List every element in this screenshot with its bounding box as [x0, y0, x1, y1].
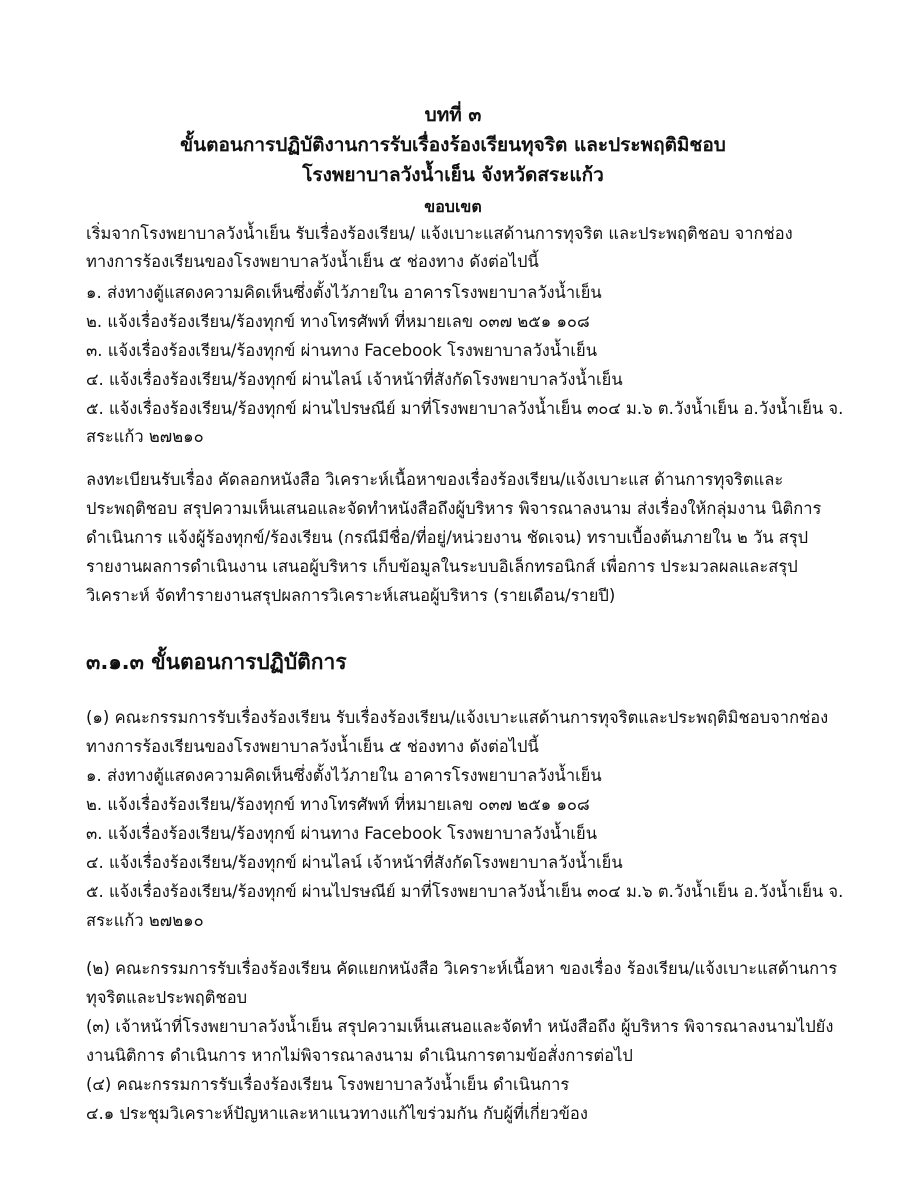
- step-line: ๔.๑ ประชุมวิเคราะห์ปัญหาและหาแนวทางแก้ไขร่วมกัน กับผู้ที่เกี่ยวข้อง: [86, 1104, 588, 1123]
- scope-channel-item: ๒. แจ้งเรื่องร้องเรียน/ร้องทุกข์ ทางโทรศัพท์ ที่หมายเลข ๐๓๗ ๒๕๑ ๑๐๘: [86, 312, 590, 331]
- document-title: ขั้นตอนการปฏิบัติงานการรับเรื่องร้องเรียนทุจริต และประพฤติมิชอบ: [180, 134, 726, 156]
- scope-heading: ขอบเขต: [424, 197, 482, 216]
- step-line: ทุจริตและประพฤติชอบ: [86, 988, 248, 1007]
- process-line: ลงทะเบียนรับเรื่อง คัดลอกหนังสือ วิเคราะห์เนื้อหาของเรื่องร้องเรียน/แจ้งเบาะแส ด้านการทุจริตและ: [86, 470, 784, 489]
- process-line: ประพฤติชอบ สรุปความเห็นเสนอและจัดทำหนังสือถึงผู้บริหาร พิจารณาลงนาม ส่งเรื่องให้กลุ่มงาน นิติการ: [86, 499, 822, 518]
- scope-channel-item: ๔. แจ้งเรื่องร้องเรียน/ร้องทุกข์ ผ่านไลน์ เจ้าหน้าที่สังกัดโรงพยาบาลวังน้ำเย็น: [86, 370, 623, 389]
- step-line: (๒) คณะกรรมการรับเรื่องร้องเรียน คัดแยกหนังสือ วิเคราะห์เนื้อหา ของเรื่อง ร้องเรียน/แจ้งเบาะแสด้านการ: [86, 959, 838, 978]
- step-channel-item: สระแก้ว ๒๗๒๑๐: [86, 911, 204, 930]
- scope-channel-item: ๕. แจ้งเรื่องร้องเรียน/ร้องทุกข์ ผ่านไปรษณีย์ มาที่โรงพยาบาลวังน้ำเย็น ๓๐๔ ม.๖ ต.วังน้ำเย็น อ.วังน้ำเย็น จ.: [86, 399, 844, 418]
- step-channel-item: ๕. แจ้งเรื่องร้องเรียน/ร้องทุกข์ ผ่านไปรษณีย์ มาที่โรงพยาบาลวังน้ำเย็น ๓๐๔ ม.๖ ต.วังน้ำเย็น อ.วังน้ำเย็น จ.: [86, 882, 844, 901]
- step-channel-item: ๔. แจ้งเรื่องร้องเรียน/ร้องทุกข์ ผ่านไลน์ เจ้าหน้าที่สังกัดโรงพยาบาลวังน้ำเย็น: [86, 853, 623, 872]
- scope-intro-line: ทางการร้องเรียนของโรงพยาบาลวังน้ำเย็น ๕ ช่องทาง ดังต่อไปนี้: [86, 252, 539, 271]
- scope-channel-item: สระแก้ว ๒๗๒๑๐: [86, 427, 204, 446]
- step-channel-item: ๒. แจ้งเรื่องร้องเรียน/ร้องทุกข์ ทางโทรศัพท์ ที่หมายเลข ๐๓๗ ๒๕๑ ๑๐๘: [86, 795, 590, 814]
- step-line: (๑) คณะกรรมการรับเรื่องร้องเรียน รับเรื่องร้องเรียน/แจ้งเบาะแสด้านการทุจริตและประพฤติมิชอบจากช่อง: [86, 708, 829, 727]
- chapter-title: บทที่ ๓: [424, 104, 482, 126]
- scope-channel-item: ๑. ส่งทางตู้แสดงความคิดเห็นซึ่งตั้งไว้ภายใน อาคารโรงพยาบาลวังน้ำเย็น: [86, 283, 602, 302]
- hospital-title: โรงพยาบาลวังน้ำเย็น จังหวัดสระแก้ว: [302, 164, 604, 186]
- step-line: งานนิติการ ดำเนินการ หากไม่พิจารณาลงนาม ดำเนินการตามข้อสั่งการต่อไป: [86, 1046, 633, 1065]
- process-line: รายงานผลการดำเนินงาน เสนอผู้บริหาร เก็บข้อมูลในระบบอิเล็กทรอนิกส์ เพื่อการ ประมวลผลและสรุป: [86, 557, 798, 576]
- step-line: ทางการร้องเรียนของโรงพยาบาลวังน้ำเย็น ๕ ช่องทาง ดังต่อไปนี้: [86, 737, 539, 756]
- scope-intro-line: เริ่มจากโรงพยาบาลวังน้ำเย็น รับเรื่องร้องเรียน/ แจ้งเบาะแสด้านการทุจริต และประพฤติชอบ จากช่อง: [86, 224, 793, 243]
- step-channel-item: ๑. ส่งทางตู้แสดงความคิดเห็นซึ่งตั้งไว้ภายใน อาคารโรงพยาบาลวังน้ำเย็น: [86, 766, 602, 785]
- step-line: (๔) คณะกรรมการรับเรื่องร้องเรียน โรงพยาบาลวังน้ำเย็น ดำเนินการ: [86, 1075, 570, 1094]
- scope-channel-item: ๓. แจ้งเรื่องร้องเรียน/ร้องทุกข์ ผ่านทาง Facebook โรงพยาบาลวังน้ำเย็น: [86, 341, 597, 360]
- process-line: วิเคราะห์ จัดทำรายงานสรุปผลการวิเคราะห์เสนอผู้บริหาร (รายเดือน/รายปี): [86, 586, 616, 605]
- process-line: ดำเนินการ แจ้งผู้ร้องทุกข์/ร้องเรียน (กรณีมีชื่อ/ที่อยู่/หน่วยงาน ชัดเจน) ทราบเบื้องต้นภายใน ๒ วัน สรุป: [86, 528, 809, 547]
- section-heading: ๓.๑.๓ ขั้นตอนการปฏิบัติการ: [86, 650, 347, 674]
- step-channel-item: ๓. แจ้งเรื่องร้องเรียน/ร้องทุกข์ ผ่านทาง Facebook โรงพยาบาลวังน้ำเย็น: [86, 824, 597, 843]
- step-line: (๓) เจ้าหน้าที่โรงพยาบาลวังน้ำเย็น สรุปความเห็นเสนอและจัดทำ หนังสือถึง ผู้บริหาร พิจารณาลงนามไปยัง: [86, 1017, 834, 1036]
